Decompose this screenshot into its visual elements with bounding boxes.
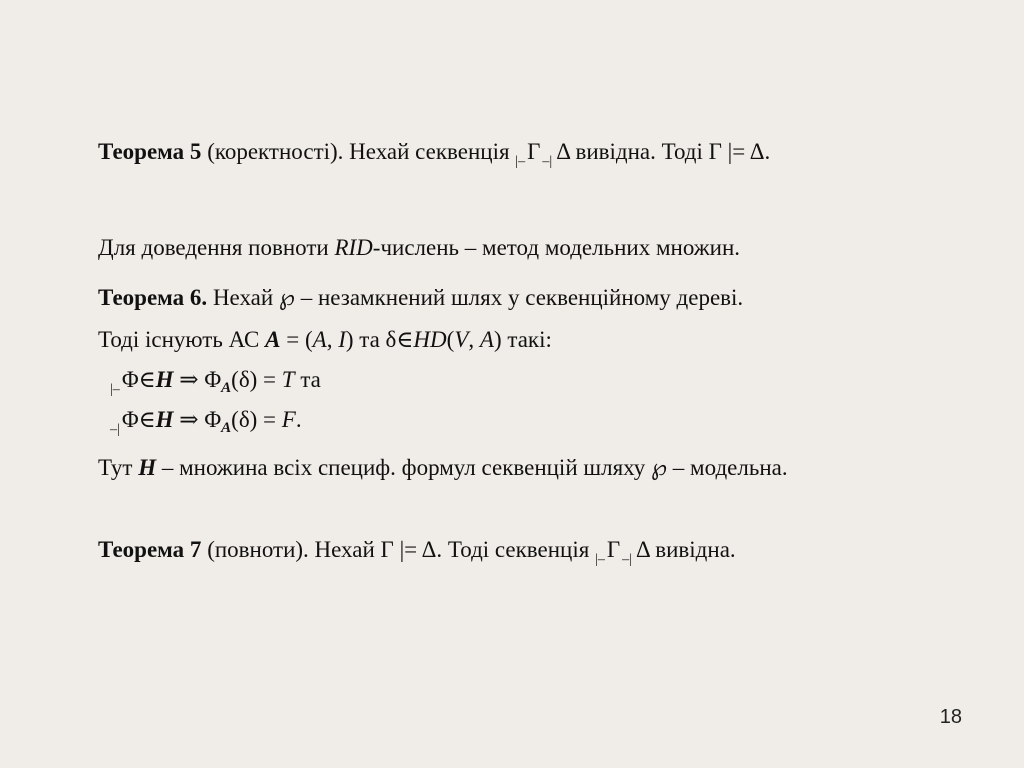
- theorem-5-tail: вивідна. Тоді Γ |= Δ.: [569, 139, 771, 164]
- delta-symbol: Δ: [556, 139, 570, 164]
- turnstile-right: –|: [542, 154, 553, 169]
- theorem-5-paren: (коректності). Нехай секвенція: [201, 139, 516, 164]
- condition-1-text: Φ∈H ⇒ $\Phi_A(\delta) = T$ та: [121, 367, 321, 396]
- theorem-6-title: Теорема 6.: [98, 285, 208, 310]
- turnstile-left: |–: [595, 552, 605, 567]
- theorem-7-title: Теорема 7: [98, 537, 202, 562]
- turnstile-right: –|: [110, 422, 120, 437]
- turnstile-right: –|: [622, 552, 632, 567]
- turnstile-left: |–: [110, 382, 120, 397]
- gamma-symbol: Γ: [606, 537, 621, 562]
- theorem-6-line-5: [98, 456, 788, 479]
- theorem-7-text: (повноти). Нехай Γ |= Δ. Тоді секвенція: [201, 537, 596, 562]
- page-number: 18: [939, 706, 962, 728]
- condition-2: [110, 407, 302, 437]
- theorem-7-line: [98, 537, 736, 567]
- completeness-note-text: Для доведення повноти RID-числень – метод модельних множин.: [98, 235, 741, 260]
- theorem-6-line-2: [98, 328, 552, 351]
- theorem-6-line-2-text: Тоді існують АС A = (A, I) та δ∈HD(V, A) такі:: [98, 327, 552, 352]
- completeness-note: [98, 236, 740, 259]
- gamma-symbol: Γ: [527, 139, 541, 164]
- theorem-6-text: Нехай ℘ – незамкнений шлях у секвенційному дереві.: [207, 285, 744, 310]
- theorem-7-tail: вивідна.: [649, 537, 736, 562]
- condition-2-text: Φ∈H ⇒ $\Phi_A(\delta) = F$.: [121, 407, 302, 436]
- condition-1: [110, 367, 321, 397]
- theorem-6-line-5-text: Тут H – множина всіх специф. формул секвенцій шляху ℘ – модельна.: [98, 455, 788, 480]
- turnstile-left: |–: [515, 154, 526, 169]
- theorem-5-line: [98, 139, 771, 169]
- theorem-6-line: [98, 286, 743, 309]
- theorem-5-title: Теорема 5: [98, 139, 202, 164]
- delta-symbol: Δ: [635, 537, 650, 562]
